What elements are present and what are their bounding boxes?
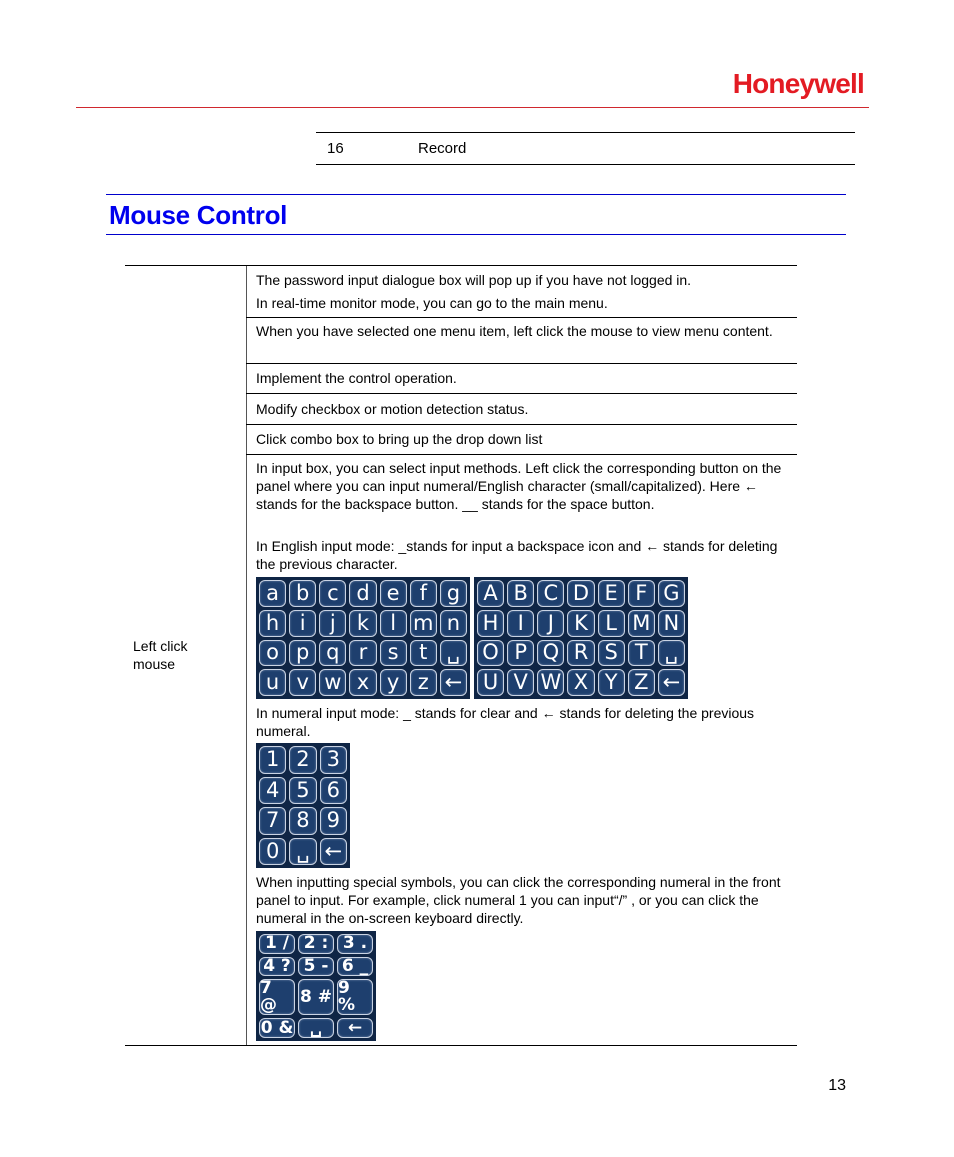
special-symbols-paragraph: When inputting special symbols, you can click the corresponding numeral in the front panel to input. For example, click numeral 1 you can input“/” , or you can click the numeral in the on-screen keyboard directly. xyxy=(256,874,781,926)
keyboard-key: 5 - xyxy=(298,957,334,977)
keyboard-key: S xyxy=(598,640,625,667)
keyboard-key: Y xyxy=(598,669,625,696)
keyboard-key: 1 / xyxy=(259,934,295,954)
keyboard-key: z xyxy=(410,669,437,696)
keyboard-key: O xyxy=(477,640,504,667)
keyboard-key: 7 xyxy=(259,807,286,835)
special-symbol-keyboard-image xyxy=(256,931,376,1041)
table-column-divider xyxy=(246,266,247,1045)
keyboard-key: 5 xyxy=(289,777,316,805)
input-paragraph-2: In English input mode: _stands for input a backspace icon and ← stands for deleting the previous character. xyxy=(256,538,778,572)
keyboard-key: o xyxy=(259,640,286,667)
keyboard-key: A xyxy=(477,580,504,607)
keyboard-key: 2 xyxy=(289,746,316,774)
row-3-text: Implement the control operation. xyxy=(256,370,457,386)
keyboard-key: V xyxy=(507,669,534,696)
keyboard-key: 2 : xyxy=(298,934,334,954)
keyboard-key: R xyxy=(567,640,594,667)
uppercase-keyboard-image xyxy=(474,577,688,699)
section-title: Mouse Control xyxy=(109,200,288,230)
keyboard-key: i xyxy=(289,610,316,637)
keyboard-key: d xyxy=(349,580,376,607)
keyboard-key: T xyxy=(628,640,655,667)
row-4-text: Modify checkbox or motion detection status. xyxy=(256,401,529,417)
keyboard-key: E xyxy=(598,580,625,607)
backspace-arrow-icon: ← xyxy=(658,669,685,696)
keyboard-key: Z xyxy=(628,669,655,696)
keyboard-key: w xyxy=(319,669,346,696)
keyboard-key: y xyxy=(380,669,407,696)
keyboard-key: G xyxy=(658,580,685,607)
numeral-keyboard-image xyxy=(256,743,350,868)
keyboard-key: a xyxy=(259,580,286,607)
keyboard-key: m xyxy=(410,610,437,637)
keyboard-key: 4 ? xyxy=(259,957,295,977)
keyboard-key: M xyxy=(628,610,655,637)
keyboard-key: n xyxy=(440,610,467,637)
keyboard-key: c xyxy=(319,580,346,607)
keyboard-key: h xyxy=(259,610,286,637)
keyboard-key: W xyxy=(537,669,564,696)
keyboard-key: x xyxy=(349,669,376,696)
header-rule xyxy=(76,107,869,108)
row-divider xyxy=(246,454,797,455)
section-rule-bottom xyxy=(106,234,846,235)
table-top-rule xyxy=(125,265,797,266)
keyboard-key: 8 xyxy=(289,807,316,835)
keyboard-key: 9 % xyxy=(337,979,373,1015)
keyboard-key: 6 xyxy=(320,777,347,805)
keyboard-key: Q xyxy=(537,640,564,667)
keyboard-key: K xyxy=(567,610,594,637)
keyboard-key: s xyxy=(380,640,407,667)
backspace-arrow-icon: ← xyxy=(337,1018,373,1038)
keyboard-key: 3 xyxy=(320,746,347,774)
input-paragraph-1: In input box, you can select input methods. Left click the corresponding button on the panel where you can input numeral/English character (small/capitalized). Here ← stands for the backspace button. __ stands for the space button. xyxy=(256,460,782,512)
keyboard-key: 8 # xyxy=(298,979,334,1015)
space-key-icon: ␣ xyxy=(440,640,467,667)
keyboard-key: I xyxy=(507,610,534,637)
row-1-line-2: In real-time monitor mode, you can go to the main menu. xyxy=(256,295,608,311)
left-click-mouse-label: Left click mouse xyxy=(133,638,188,672)
keyboard-key: p xyxy=(289,640,316,667)
table-bottom-rule xyxy=(125,1045,797,1046)
keyboard-key: H xyxy=(477,610,504,637)
backspace-arrow-icon: ← xyxy=(320,838,347,866)
keyboard-key: F xyxy=(628,580,655,607)
keyboard-key: J xyxy=(537,610,564,637)
keyboard-key: f xyxy=(410,580,437,607)
row-5-text: Click combo box to bring up the drop down list xyxy=(256,431,543,447)
row-divider xyxy=(246,363,797,364)
keyboard-key: U xyxy=(477,669,504,696)
keyboard-key: D xyxy=(567,580,594,607)
keyboard-key: L xyxy=(598,610,625,637)
keyboard-key: P xyxy=(507,640,534,667)
keyboard-key: 6 _ xyxy=(337,957,373,977)
keyboard-key: 4 xyxy=(259,777,286,805)
record-number: 16 xyxy=(327,140,344,157)
keyboard-key: r xyxy=(349,640,376,667)
keyboard-key: q xyxy=(319,640,346,667)
row-1-line-1: The password input dialogue box will pop up if you have not logged in. xyxy=(256,272,692,288)
lowercase-keyboard-image xyxy=(256,577,470,699)
row-divider xyxy=(246,424,797,425)
backspace-arrow-icon: ← xyxy=(440,669,467,696)
keyboard-key: v xyxy=(289,669,316,696)
row-divider xyxy=(246,393,797,394)
numeral-paragraph: In numeral input mode: _ stands for clear and ← stands for deleting the previous numeral. xyxy=(256,705,755,739)
keyboard-key: 7 @ xyxy=(259,979,295,1015)
row-divider xyxy=(246,317,797,318)
honeywell-logo: Honeywell xyxy=(732,68,864,99)
keyboard-key: b xyxy=(289,580,316,607)
section-rule-top xyxy=(106,194,846,195)
keyboard-key: k xyxy=(349,610,376,637)
keyboard-key: g xyxy=(440,580,467,607)
keyboard-key: 0 xyxy=(259,838,286,866)
keyboard-key: e xyxy=(380,580,407,607)
keyboard-key: 3 . xyxy=(337,934,373,954)
record-table-row xyxy=(316,132,855,165)
keyboard-key: B xyxy=(507,580,534,607)
keyboard-key: 1 xyxy=(259,746,286,774)
keyboard-key: C xyxy=(537,580,564,607)
keyboard-key: 0 & xyxy=(260,1017,294,1038)
space-key-icon: ␣ xyxy=(289,838,316,866)
keyboard-key: l xyxy=(380,610,407,637)
keyboard-key: j xyxy=(319,610,346,637)
record-label: Record xyxy=(418,140,467,157)
keyboard-key: u xyxy=(259,669,286,696)
keyboard-key: t xyxy=(410,640,437,667)
space-key-icon: ␣ xyxy=(658,640,685,667)
keyboard-key: X xyxy=(567,669,594,696)
space-key-icon: ␣ xyxy=(298,1018,334,1038)
keyboard-key: N xyxy=(658,610,685,637)
row-2-text: When you have selected one menu item, left click the mouse to view menu content. xyxy=(256,323,773,339)
keyboard-key: 9 xyxy=(320,807,347,835)
page-number: 13 xyxy=(828,1077,846,1094)
